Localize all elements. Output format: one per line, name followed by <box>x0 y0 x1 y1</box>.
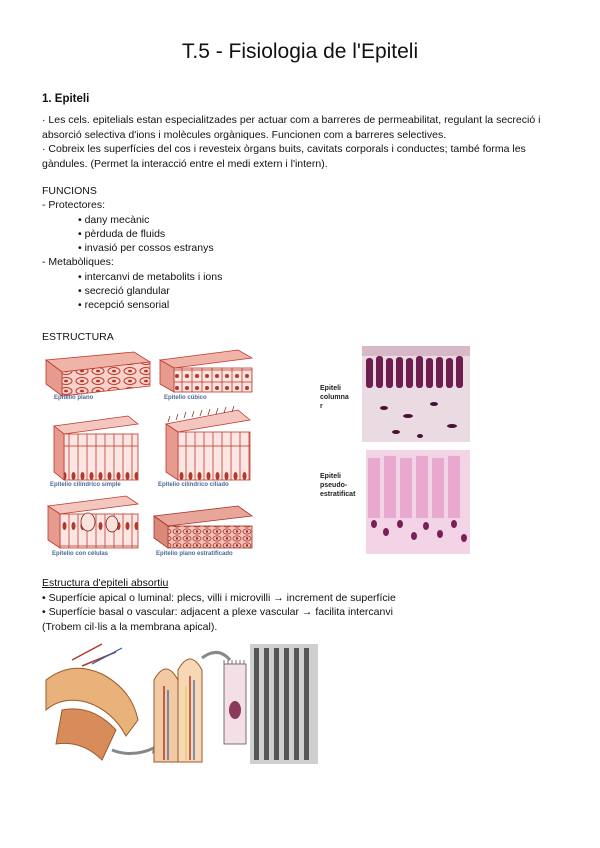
list-item: • dany mecànic <box>78 213 150 226</box>
metaboliques-label: - Metabòliques: <box>42 256 114 269</box>
funcions-list <box>42 184 442 313</box>
list-item: • recepció sensorial <box>78 299 170 312</box>
protectores-label: - Protectores: <box>42 199 106 212</box>
label-epitelio-cilindrico-simple: Epitelio cilíndrico simple <box>50 482 121 488</box>
epitelio-cilindrico-ciliado-drawing <box>166 406 250 480</box>
micrograph-pseudostratified <box>366 450 470 554</box>
epitelio-cilindrico-simple-drawing <box>54 416 138 480</box>
page-title: T.5 - Fisiologia de l'Epiteli <box>181 40 419 63</box>
intro-paragraph-1: · Les cels. epitelials estan especialitzades per actuar com a barreres de permeabilitat, regulant la secreció i absorció selectiva d'ions i molècules orgàniques. Funcionen com a barreres selectives. <box>42 114 541 141</box>
micrograph-columnar <box>362 346 470 442</box>
arrow-2 <box>202 652 230 660</box>
epitelio-cubico-drawing <box>160 350 252 392</box>
intestine-illustration <box>42 640 322 768</box>
absorbent-line-2: • Superfície basal o vascular: adjacent a plexe vascular → facilita intercanvi <box>42 606 393 618</box>
cell-detail-drawing <box>224 660 246 744</box>
arrow-1 <box>112 748 154 754</box>
microvilli-micrograph <box>250 644 318 764</box>
label-pseudo-2: pseudo- <box>320 482 348 489</box>
label-epitelio-plano: Epitelio plano <box>54 395 94 401</box>
label-columnar-3: r <box>320 403 323 410</box>
funcions-heading: FUNCIONS <box>42 185 97 197</box>
epithelium-types-figure <box>42 346 254 558</box>
label-pseudo-3: estratificat <box>320 491 356 498</box>
epitelio-plano-estratificado-drawing <box>154 506 252 548</box>
estructura-heading: ESTRUCTURA <box>42 331 114 343</box>
label-epitelio-con-celulas: Epitelio con células <box>52 551 109 557</box>
absorbent-epithelium-section <box>42 576 582 634</box>
label-columnar-1: Epiteli <box>320 385 342 392</box>
villus-drawing <box>154 659 202 762</box>
label-epitelio-cubico: Epitelio cúbico <box>164 395 207 401</box>
intestine-section-drawing <box>46 644 138 760</box>
intro-paragraph-2: · Cobreix les superfícies del cos i revesteix òrgans buits, cavitats corporals i conductes; també forma les gàndules. (Permet la interacció entre el medi extern i l'intern). <box>42 143 526 170</box>
absorbent-line-3: (Trobem cil·lis a la membrana apical). <box>42 620 218 633</box>
list-item: • intercanvi de metabolits i ions <box>78 270 223 283</box>
label-epitelio-plano-estratificado: Epitelio plano estratificado <box>156 551 233 557</box>
absorbent-heading: Estructura d'epiteli absortiu <box>42 577 169 589</box>
epitelio-con-celulas-drawing <box>48 496 138 548</box>
label-epitelio-cilindrico-ciliado: Epitelio cilíndrico ciliado <box>158 482 229 488</box>
intro-text <box>42 113 564 171</box>
epithelium-micrographs <box>316 346 474 558</box>
list-item: • secreció glandular <box>78 285 170 298</box>
epitelio-plano-drawing <box>46 352 150 396</box>
list-item: • invasió per cossos estranys <box>78 242 214 255</box>
section-heading-epiteli: 1. Epiteli <box>42 93 90 105</box>
label-columnar-2: columna <box>320 394 349 401</box>
label-pseudo-1: Epiteli <box>320 473 342 480</box>
absorbent-line-1: • Superfície apical o luminal: plecs, villi i microvilli → increment de superfície <box>42 591 396 604</box>
list-item: • pèrduda de fluids <box>78 227 166 240</box>
